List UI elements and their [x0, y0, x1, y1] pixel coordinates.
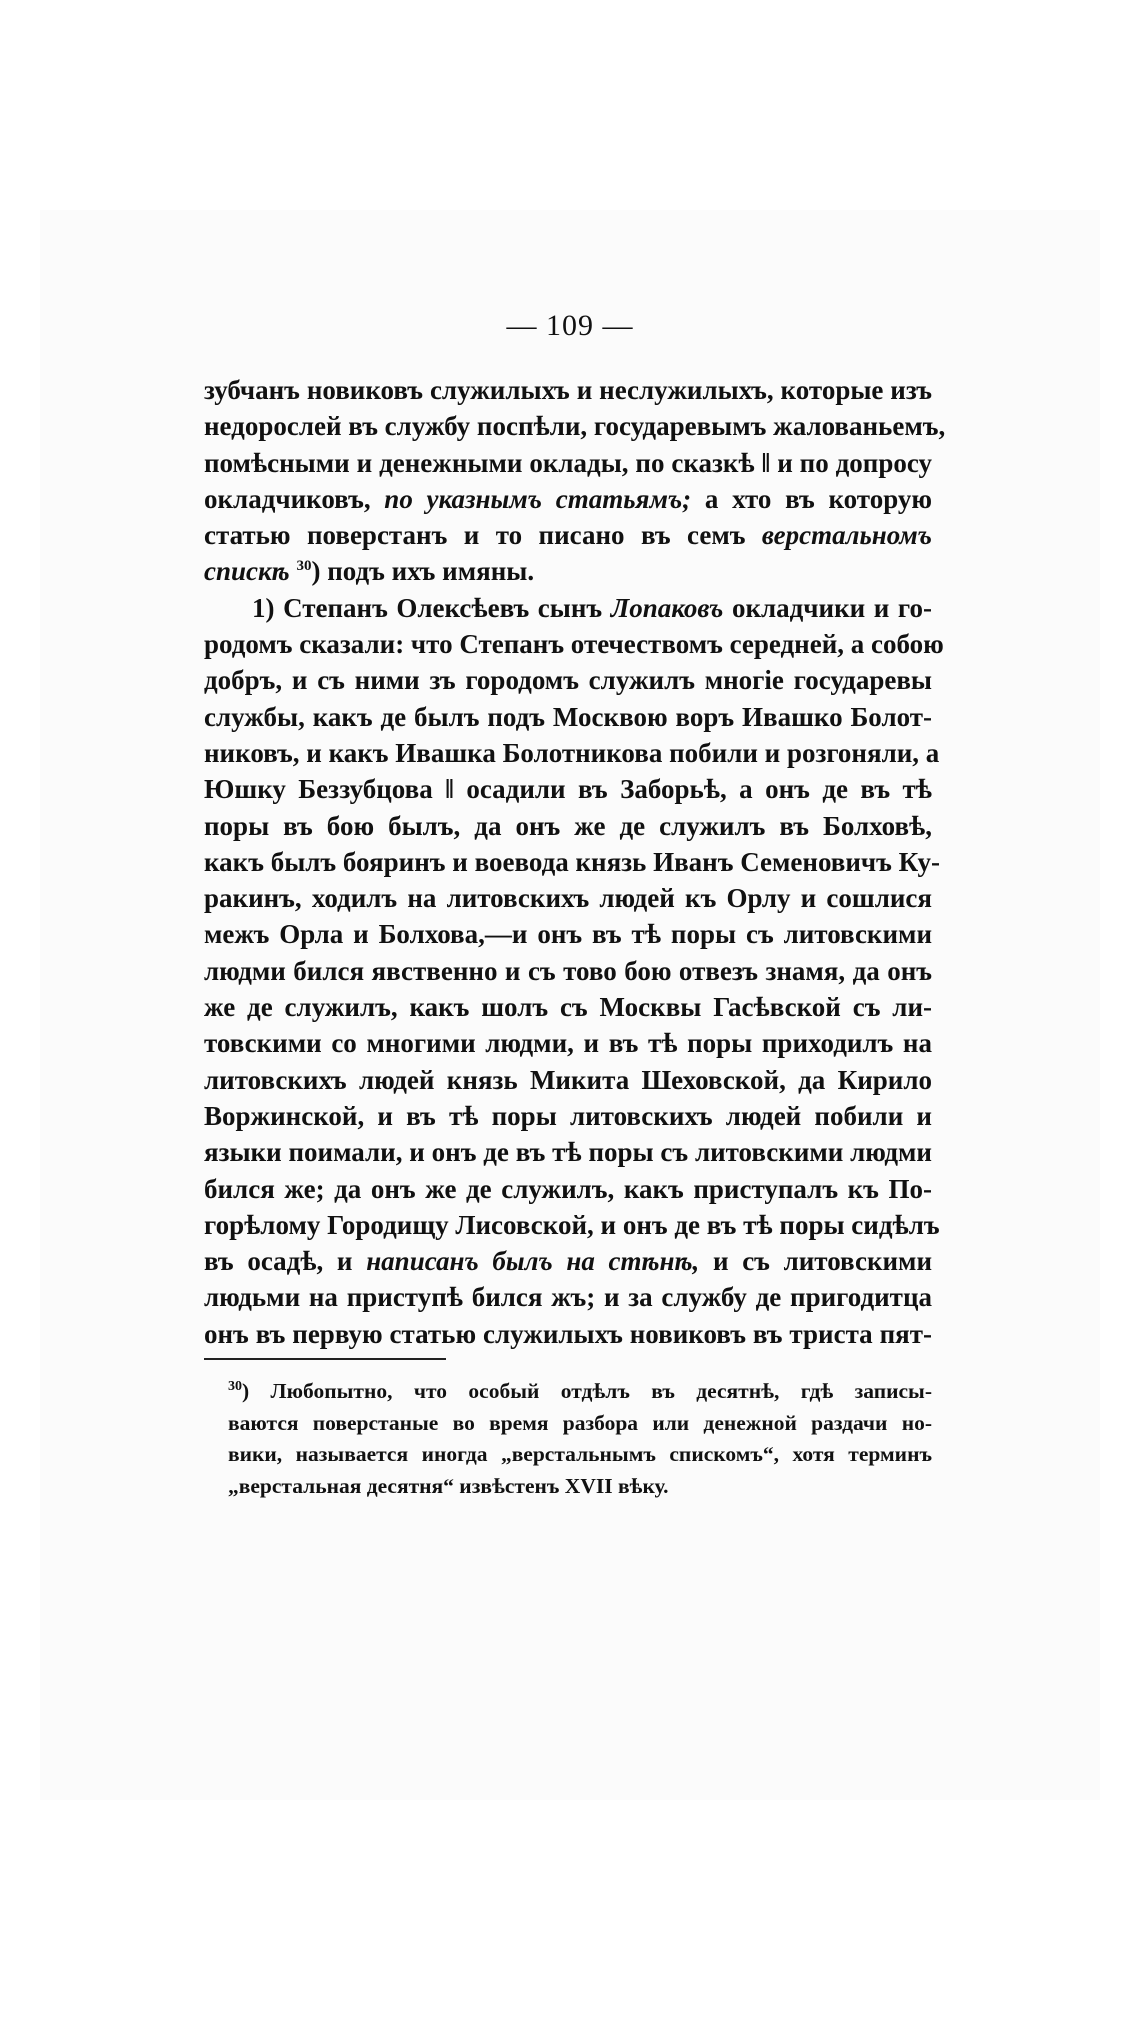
text-run: и съ литовскими: [699, 1246, 932, 1277]
text-line: добръ, и съ ними зъ городомъ служилъ многіе государевы: [204, 665, 932, 696]
text-line: [204, 1243, 932, 1279]
paragraph-start-line: [204, 590, 932, 626]
italic-surname: Лопаковъ: [610, 592, 724, 623]
text-line: поры въ бою былъ, да онъ же де служилъ въ Болховѣ,: [204, 810, 932, 841]
footnote-line: [228, 1376, 932, 1408]
text-line: помѣсными и денежными оклады, по сказкѣ ‖ и по допросу: [204, 447, 932, 478]
text-line: [204, 517, 932, 553]
footnote-marker: 30: [228, 1379, 242, 1394]
text-line: людми бился явственно и съ тово бою отвезъ знамя, да онъ: [204, 955, 932, 986]
text-line: какъ былъ бояринъ и воевода князь Иванъ Семеновичъ Ку-: [204, 846, 941, 877]
text-line: онъ въ первую статью служилыхъ новиковъ въ триста пят-: [204, 1318, 932, 1349]
page-number: — 109 —: [506, 309, 634, 342]
main-text: [204, 372, 946, 1352]
text-line: литовскихъ людей князь Микита Шеховской, да Кирило: [204, 1064, 932, 1095]
text-line: [204, 481, 932, 517]
text-line: Воржинской, и въ тѣ поры литовскихъ людей побили и: [204, 1100, 932, 1131]
footnote-line: „верстальная десятня“ извѣстенъ XVII вѣку.: [228, 1473, 669, 1498]
text-line: межъ Орла и Болхова,—и онъ въ тѣ поры съ литовскими: [204, 919, 932, 950]
italic-phrase: верстальномъ: [761, 520, 932, 551]
text-line: [204, 553, 932, 589]
italic-phrase: по указнымъ статьямъ;: [384, 483, 692, 514]
text-run: а хто въ которую: [691, 483, 932, 514]
footnote-line: вики, называется иногда „верстальнымъ спискомъ“, хотя терминъ: [228, 1442, 932, 1466]
text-run: ) подъ ихъ имяны.: [311, 556, 535, 587]
text-line: бился же; да онъ же де служилъ, какъ приступалъ къ По-: [204, 1173, 932, 1204]
footnote-line: ваются поверстаные во время разбора или денежной раздачи но-: [228, 1410, 932, 1435]
text-run: 1) Степанъ Олексѣевъ сынъ: [252, 592, 611, 623]
text-line: недорослей въ службу поспѣли, государевымъ жалованьемъ,: [204, 411, 946, 442]
italic-phrase: спискѣ: [204, 556, 290, 587]
text-line: Юшку Беззубцова ‖ осадили въ Заборьѣ, а онъ де въ тѣ: [204, 774, 932, 805]
text-line: товскими со многими людми, и въ тѣ поры приходилъ на: [204, 1028, 932, 1059]
footnote-ref: 30: [296, 558, 312, 575]
italic-phrase: написанъ былъ на стѣнѣ,: [366, 1246, 700, 1277]
text-line: языки поимали, и онъ де въ тѣ поры съ литовскими людми: [204, 1137, 932, 1168]
text-line: службы, какъ де былъ подъ Москвою воръ Ивашко Болот-: [204, 701, 932, 732]
text-line: горѣлому Городищу Лисовской, и онъ де въ тѣ поры сидѣлъ: [204, 1209, 940, 1240]
text-line: никовъ, и какъ Ивашка Болотникова побили и розгоняли, а: [204, 737, 940, 768]
text-line: же де служилъ, какъ шолъ съ Москвы Гасѣвской съ ли-: [204, 992, 932, 1023]
text-run: окладчики и го-: [723, 592, 932, 623]
text-run: въ осадѣ, и: [204, 1246, 367, 1277]
text-line: людьми на приступѣ бился жъ; и за службу де пригодитца: [204, 1282, 932, 1313]
footnote-divider: [204, 1358, 446, 1360]
text-run: статью поверстанъ и то писано въ семъ: [204, 520, 762, 551]
text-line: родомъ сказали: что Степанъ отечествомъ середней, а собою: [204, 629, 944, 660]
text-run: окладчиковъ,: [204, 483, 385, 514]
text-run: ) Любопытно, что особый отдѣлъ въ десятнѣ, гдѣ записы-: [242, 1379, 932, 1403]
footnote: [228, 1376, 932, 1502]
text-line: зубчанъ новиковъ служилыхъ и неслужилыхъ, которые изъ: [204, 375, 932, 405]
text-line: ракинъ, ходилъ на литовскихъ людей къ Орлу и сошлися: [204, 883, 932, 914]
